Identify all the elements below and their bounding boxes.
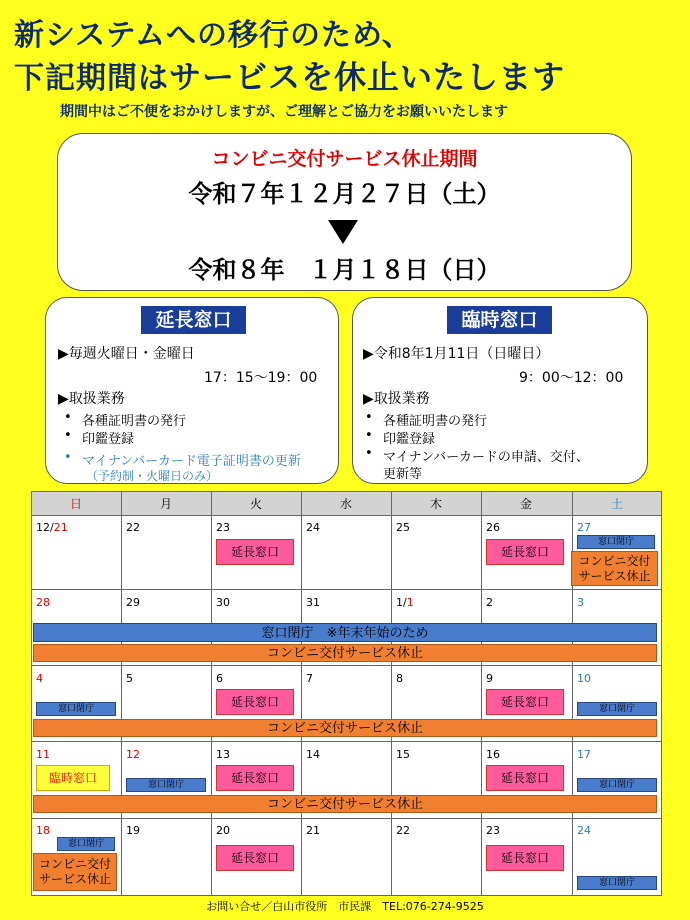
headline-line1: 新システムへの移行のため、 xyxy=(14,18,413,53)
headline-line2-prefix: 下記期間は xyxy=(14,61,169,96)
weekday-mon: 月 xyxy=(159,497,172,511)
closed-tag: 窓口閉庁 xyxy=(577,535,655,549)
day-cell: 27 xyxy=(577,521,591,534)
extended-schedule-time: 17：15〜19：00 xyxy=(204,370,318,386)
temporary-schedule-time: 9：00〜12：00 xyxy=(519,370,624,386)
extended-special-note: （予約制・火曜日のみ） xyxy=(86,469,219,483)
day-cell: 21 xyxy=(306,824,320,837)
day-cell: 23 xyxy=(216,521,230,534)
extended-window-tag: 延長窓口 xyxy=(486,765,564,791)
period-start: 令和７年１２月２７日（土） xyxy=(188,180,501,208)
day-cell: 15 xyxy=(396,748,410,761)
temporary-window-tag: 臨時窓口 xyxy=(36,765,110,791)
temporary-window-title: 臨時窓口 xyxy=(447,306,552,334)
weekday-fri: 金 xyxy=(519,497,532,511)
weekday-thu: 木 xyxy=(429,497,442,511)
closed-tag: 窓口閉庁 xyxy=(36,702,116,716)
arrow-down-icon xyxy=(328,220,358,244)
day-cell: 8 xyxy=(396,672,403,685)
temporary-services-label: ▶取扱業務 xyxy=(363,391,430,407)
day-cell: 30 xyxy=(216,596,230,609)
extended-service-item: • 各種証明書の発行 xyxy=(82,410,186,429)
weekday-sun: 日 xyxy=(69,497,82,511)
day-cell: 26 xyxy=(486,521,500,534)
day-cell: 29 xyxy=(126,596,140,609)
day-cell: 7 xyxy=(306,672,313,685)
extended-window-tag: 延長窓口 xyxy=(216,689,294,715)
closed-tag: 窓口閉庁 xyxy=(577,778,657,792)
day-cell: 17 xyxy=(577,748,591,761)
day-cell: 22 xyxy=(126,521,140,534)
day-dec-21: 12/21 xyxy=(36,521,68,534)
day-cell: 12 xyxy=(126,748,140,761)
day-cell: 2 xyxy=(486,596,493,609)
day-cell: 22 xyxy=(396,824,410,837)
closed-tag: 窓口閉庁 xyxy=(577,876,657,890)
extended-window-tag: 延長窓口 xyxy=(486,689,564,715)
convenience-suspended-bar: コンビニ交付サービス休止 xyxy=(33,644,657,662)
headline-line2 xyxy=(14,52,565,98)
apology-note: 期間中はご不便をおかけしますが、ご理解とご協力をお願いいたします xyxy=(60,104,508,120)
suspension-period-box xyxy=(57,133,632,291)
temporary-window-box xyxy=(352,297,648,484)
extended-window-tag: 延長窓口 xyxy=(486,539,564,565)
closed-tag: 窓口閉庁 xyxy=(57,837,115,851)
day-cell: 25 xyxy=(396,521,410,534)
day-cell: 19 xyxy=(126,824,140,837)
day-cell: 24 xyxy=(306,521,320,534)
convenience-suspended-bar: コンビニ交付サービス休止 xyxy=(33,795,657,813)
day-cell: 3 xyxy=(577,596,584,609)
temporary-service-item: • 各種証明書の発行 xyxy=(383,410,487,429)
day-cell: 20 xyxy=(216,824,230,837)
extended-window-tag: 延長窓口 xyxy=(216,765,294,791)
closed-holiday-bar: 窓口閉庁 ※年末年始のため xyxy=(33,623,657,642)
extended-service-item: • 印鑑登録 xyxy=(82,428,134,447)
weekday-sat: 土 xyxy=(610,497,623,511)
day-cell: 4 xyxy=(36,672,43,685)
extended-window-title: 延長窓口 xyxy=(141,306,246,334)
extended-schedule-label: ▶毎週火曜日・金曜日 xyxy=(58,346,195,362)
extended-services-label: ▶取扱業務 xyxy=(58,391,125,407)
day-cell: 11 xyxy=(36,748,50,761)
weekday-wed: 水 xyxy=(339,497,352,511)
day-cell: 24 xyxy=(577,824,591,837)
day-cell: 18 xyxy=(36,824,50,837)
day-cell: 5 xyxy=(126,672,133,685)
day-cell: 6 xyxy=(216,672,223,685)
period-end: 令和８年 １月１８日（日） xyxy=(188,256,501,284)
headline-line2-emphasis: サービスを休止いたします xyxy=(169,58,566,96)
day-cell: 13 xyxy=(216,748,230,761)
extended-window-box xyxy=(45,297,339,484)
closed-tag: 窓口閉庁 xyxy=(577,702,657,716)
day-cell: 9 xyxy=(486,672,493,685)
temporary-schedule-label: ▶令和8年1月11日（日曜日） xyxy=(363,346,550,362)
extended-special-service: • マイナンバーカード電子証明書の更新 xyxy=(82,450,301,469)
weekday-tue: 火 xyxy=(249,497,262,511)
convenience-suspended-bar: コンビニ交付サービス休止 xyxy=(33,719,657,737)
convenience-suspended-tag: コンビニ交付 サービス休止 xyxy=(33,853,117,891)
day-cell: 31 xyxy=(306,596,320,609)
day-cell: 16 xyxy=(486,748,500,761)
convenience-suspended-tag: コンビニ交付 サービス休止 xyxy=(571,551,658,586)
extended-window-tag: 延長窓口 xyxy=(216,845,294,871)
temporary-service-item: • 印鑑登録 xyxy=(383,428,435,447)
extended-window-tag: 延長窓口 xyxy=(216,539,294,565)
day-cell: 28 xyxy=(36,596,50,609)
temporary-service-item-cont: 更新等 xyxy=(383,467,423,482)
day-jan-1: 1/1 xyxy=(396,596,414,609)
extended-window-tag: 延長窓口 xyxy=(486,845,564,871)
closed-tag: 窓口閉庁 xyxy=(126,778,206,792)
day-cell: 10 xyxy=(577,672,591,685)
temporary-service-item: • マイナンバーカードの申請、交付、 xyxy=(383,446,589,465)
contact-footer: お問い合せ／白山市役所 市民課 TEL:076-274-9525 xyxy=(206,900,484,913)
day-cell: 23 xyxy=(486,824,500,837)
day-cell: 14 xyxy=(306,748,320,761)
calendar xyxy=(31,491,662,896)
period-title: コンビニ交付サービス休止期間 xyxy=(211,148,478,170)
